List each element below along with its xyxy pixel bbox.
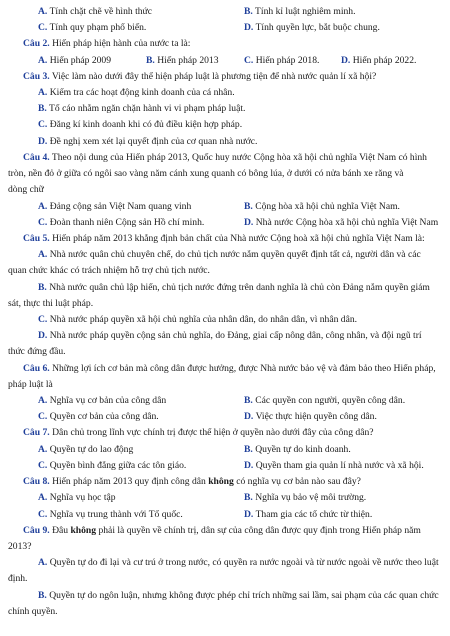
option-letter: C. (38, 411, 48, 423)
option-text: Tham gia các tổ chức từ thiện. (255, 508, 373, 520)
q3-stem (23, 71, 376, 83)
option-text: Quyền tự do đi lại và cư trú ở trong nước, có quyền ra nước ngoài và từ nước ngoài về nước theo luật (49, 557, 439, 569)
q5-option-b[interactable] (38, 282, 430, 294)
question-text: Hiến pháp năm 2013 quy định công dân (52, 476, 209, 488)
option-text: Các quyền con người, quyền công dân. (255, 395, 406, 407)
q2-option-c[interactable] (244, 55, 319, 67)
q3-option-c[interactable] (38, 119, 242, 131)
q7-option-a[interactable] (38, 444, 133, 456)
option-letter: B. (244, 395, 253, 407)
q4-stem-line-1 (23, 152, 427, 164)
option-text: Đăng kí kinh doanh khi có đủ điều kiện hợp pháp. (49, 119, 243, 131)
option-letter: B. (38, 589, 47, 601)
question-label: Câu 6. (23, 362, 50, 374)
option-text: Nghĩa vụ học tập (49, 492, 116, 504)
option-text: Quyền tự do kinh doanh. (255, 443, 351, 455)
option-text: Quyền bình đẳng giữa các tôn giáo. (49, 459, 187, 471)
option-text: Tính kỉ luật nghiêm minh. (255, 6, 356, 17)
option-letter: D. (244, 411, 254, 423)
option-letter: A. (38, 200, 48, 212)
q9-stem-line-1 (23, 525, 421, 537)
q2-option-d[interactable] (341, 55, 416, 67)
option-text: Quyền cơ bản của công dân. (49, 411, 159, 423)
option-letter: D. (341, 54, 351, 66)
q8-option-c[interactable] (38, 509, 183, 521)
q5-option-d[interactable] (38, 330, 422, 342)
option-letter: D. (38, 135, 48, 147)
option-text: Tính chặt chẽ về hình thức (49, 6, 152, 17)
q9-stem-line-2: 2013? (8, 540, 32, 552)
option-text: Hiến pháp 2022. (352, 54, 417, 66)
question-label: Câu 5. (23, 232, 50, 244)
option-letter: C. (38, 314, 48, 325)
option-text: Nhà nước pháp quyền cộng sản chủ nghĩa, do Đảng, giai cấp nông dân, công nhân, và đội ngũ trí (49, 330, 422, 342)
negation-keyword: không (70, 524, 97, 536)
q6-option-a[interactable] (38, 395, 166, 407)
q5-option-b-cont: sát, thực thi luật pháp. (8, 297, 94, 309)
q6-stem-line-2: pháp luật là (8, 378, 53, 390)
question-label: Câu 9. (23, 524, 50, 536)
option-text: Tính quy phạm phổ biến. (49, 22, 147, 34)
option-letter: A. (38, 492, 48, 504)
option-letter: B. (38, 281, 47, 293)
option-letter: A. (38, 249, 48, 261)
q2-option-b[interactable] (146, 55, 219, 67)
option-text: Quyền tham gia quản lí nhà nước và xã hội. (255, 459, 424, 471)
option-letter: D. (38, 330, 48, 342)
q6-option-b[interactable] (244, 395, 405, 407)
option-text: Quyền tự do ngôn luận, nhưng không được phép chỉ trích những sai lầm, sai phạm của các quan chức (49, 589, 439, 601)
q5-option-c[interactable] (38, 314, 357, 326)
option-letter: C. (38, 216, 48, 228)
option-letter: B. (38, 103, 47, 115)
question-label: Câu 2. (23, 38, 50, 50)
option-text: Nhà nước pháp quyền xã hội chủ nghĩa của nhân dân, do nhân dân, vì nhân dân. (49, 314, 358, 325)
q7-option-d[interactable] (244, 460, 424, 472)
option-letter: D. (244, 508, 254, 520)
q2-option-a[interactable] (38, 55, 111, 67)
option-letter: B. (244, 6, 253, 17)
q5-stem (23, 233, 425, 245)
q2-stem (23, 38, 190, 50)
q4-stem-line-2: tròn, nền đỏ ở giữa có ngôi sao vàng năm cánh xung quanh có bông lúa, ở dưới có nửa bánh xe răng và (8, 168, 404, 180)
question-text: có nghĩa vụ cơ bản nào sau đây? (233, 476, 361, 488)
option-text: Hiến pháp 2009 (49, 54, 112, 66)
option-letter: A. (38, 6, 48, 17)
q8-option-d[interactable] (244, 509, 372, 521)
q3-option-d[interactable] (38, 136, 257, 148)
option-letter: D. (244, 459, 254, 471)
option-text: Nghĩa vụ trung thành với Tổ quốc. (49, 508, 183, 520)
option-text: Nghĩa vụ cơ bản của công dân (49, 395, 167, 407)
option-letter: D. (244, 216, 254, 228)
q9-option-b-cont: chính quyền. (8, 605, 58, 617)
q7-stem (23, 427, 374, 439)
option-letter: C. (38, 459, 48, 471)
option-text: Nhà nước Cộng hòa xã hội chủ nghĩa Việt Nam (255, 216, 439, 228)
option-text: Tính quyền lực, bắt buộc chung. (255, 22, 380, 34)
q3-option-b[interactable] (38, 103, 245, 115)
q6-option-c[interactable] (38, 411, 159, 423)
question-text: Hiến pháp hiện hành của nước ta là: (52, 38, 191, 50)
option-text: Nhà nước quân chủ lập hiến, chủ tịch nước đứng trên danh nghĩa là chủ còn Đảng nắm quyền giám (49, 281, 430, 293)
q6-option-d[interactable] (244, 411, 377, 423)
option-letter: A. (38, 87, 48, 99)
q3-option-a[interactable] (38, 87, 235, 99)
q8-stem (23, 476, 361, 488)
q7-option-b[interactable] (244, 444, 351, 456)
question-label: Câu 8. (23, 476, 50, 488)
q4-option-d[interactable] (244, 217, 438, 229)
option-letter: B. (244, 443, 253, 455)
option-letter: C. (244, 54, 254, 66)
question-text: phải là quyền về chính trị, dân sự của công dân được quy định trong Hiến pháp năm (96, 524, 421, 536)
option-letter: C. (38, 119, 48, 131)
q5-option-a[interactable] (38, 249, 421, 261)
q9-option-a[interactable] (38, 557, 439, 569)
q1-option-b[interactable] (244, 6, 356, 18)
q1-option-c[interactable] (38, 22, 146, 34)
q9-option-a-cont: định. (8, 573, 28, 585)
q9-option-b[interactable] (38, 590, 439, 602)
q1-option-d[interactable] (244, 22, 380, 34)
question-text: Đâu (52, 524, 71, 536)
option-letter: C. (38, 22, 48, 34)
question-text: Hiến pháp năm 2013 khẳng định bản chất của Nhà nước Cộng hoà xã hội chủ nghĩa Việt Nam là: (52, 232, 425, 244)
option-letter: A. (38, 395, 48, 407)
option-text: Nhà nước quân chủ chuyên chế, do chủ tịch nước nắm quyền quyết định tất cả, người dân và các (49, 249, 421, 261)
option-text: Hiến pháp 2018. (255, 54, 320, 66)
option-text: Việc thực hiện quyền công dân. (255, 411, 377, 423)
question-text: Việc làm nào dưới đây thể hiện pháp luật là phương tiện để nhà nước quản lí xã hội? (51, 70, 377, 82)
option-text: Đảng cộng sản Việt Nam quang vinh (49, 200, 192, 212)
question-label: Câu 3. (23, 70, 50, 82)
option-letter: B. (244, 200, 253, 212)
question-text: Những lợi ích cơ bản mà công dân được hưởng, được Nhà nước bảo vệ và đảm bảo theo Hiến pháp, (52, 362, 436, 374)
option-text: Cộng hòa xã hội chủ nghĩa Việt Nam. (255, 200, 400, 212)
q7-option-c[interactable] (38, 460, 186, 472)
option-letter: B. (146, 54, 155, 66)
option-text: Hiến pháp 2013 (157, 54, 219, 66)
question-label: Câu 4. (23, 151, 50, 163)
q5-option-a-cont: quan chức khác có trách nhiệm hỗ trợ chủ tịch nước. (8, 265, 210, 277)
q8-option-b[interactable] (244, 492, 366, 504)
option-text: Tố cáo nhằm ngăn chặn hành vi vi phạm pháp luật. (49, 103, 246, 115)
option-letter: A. (38, 443, 48, 455)
question-text: Theo nội dung của Hiến pháp 2013, Quốc huy nước Cộng hòa xã hội chủ nghĩa Việt Nam có hình (51, 151, 427, 163)
option-text: Đề nghị xem xét lại quyết định của cơ quan nhà nước. (49, 135, 258, 147)
option-text: Kiểm tra các hoạt động kinh doanh của cá nhân. (49, 87, 235, 99)
q4-stem-line-3: dòng chữ (8, 184, 44, 196)
option-text: Quyền tự do lao động (49, 443, 134, 455)
q8-option-a[interactable] (38, 492, 116, 504)
negation-keyword: không (208, 476, 234, 488)
option-letter: C. (38, 508, 48, 520)
q6-stem-line-1 (23, 363, 436, 375)
option-text: Nghĩa vụ bảo vệ môi trường. (255, 492, 367, 504)
question-label: Câu 7. (23, 427, 50, 439)
q4-option-b[interactable] (244, 201, 400, 213)
option-letter: A. (38, 54, 48, 66)
q4-option-a[interactable] (38, 201, 191, 213)
q1-option-a[interactable] (38, 6, 152, 18)
option-text: Đoàn thanh niên Cộng sản Hồ chí minh. (49, 216, 205, 228)
option-letter: A. (38, 557, 48, 569)
question-text: Dân chủ trong lĩnh vực chính trị được thể hiện ở quyền nào dưới đây của công dân? (52, 427, 374, 439)
option-letter: D. (244, 22, 254, 34)
option-letter: B. (244, 492, 253, 504)
q5-option-d-cont: thức đứng đầu. (8, 346, 66, 358)
q4-option-c[interactable] (38, 217, 204, 229)
